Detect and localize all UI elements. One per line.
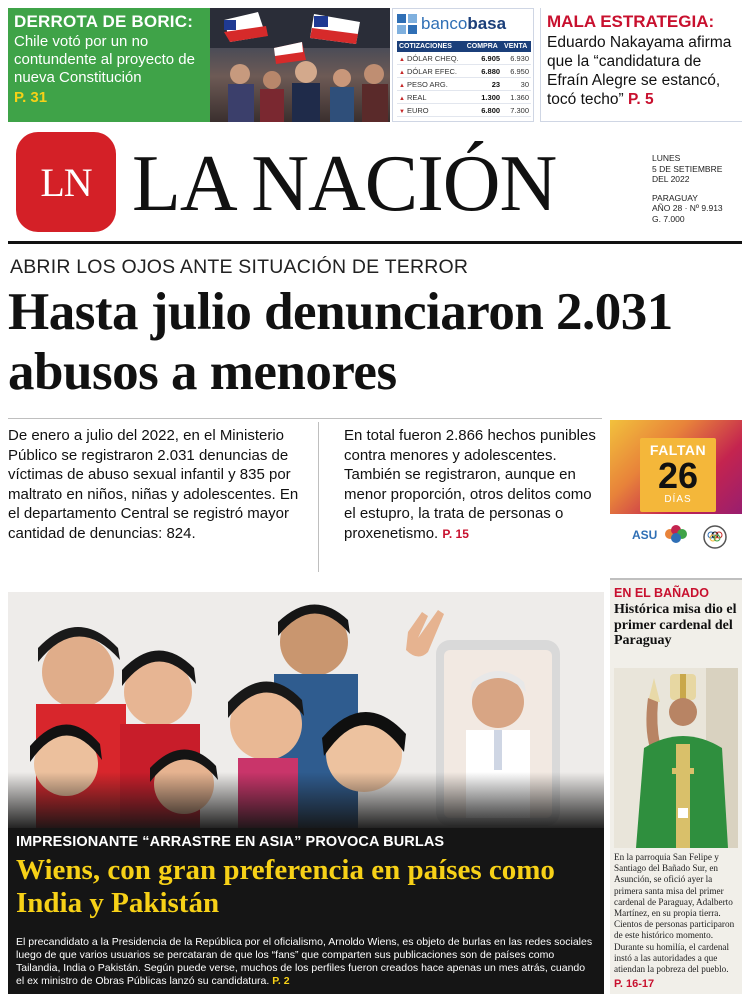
countdown-card <box>640 438 716 512</box>
sidebar-body: En la parroquia San Felipe y Santiago del Bañado Sur, en Asunción, se ofició ayer la primera santa misa del primer cardenal de Paraguay, Adalberto Martínez, en su propia tierra. Cientos de personas participaron de este histórico momento. Durante su homilía, el cardenal instó a las autoridades a que atiendan la pobreza del pueblo. <box>614 852 735 975</box>
fx-header-buy: COMPRA <box>465 41 502 52</box>
feature-page: P. 2 <box>272 975 290 987</box>
fx-row: ▲ REAL 1.300 1.360 <box>399 92 529 102</box>
fx-row: ▲ DÓLAR CHEQ. 6.905 6.930 <box>397 52 531 65</box>
promo-boric-kicker: DERROTA DE BORIC: <box>14 12 194 31</box>
edition-day: LUNES <box>652 153 681 163</box>
banco-basa-logo: banco basa <box>397 13 506 35</box>
fx-row: ▲ DÓLAR EFEC. 6.880 6.950 <box>399 66 529 76</box>
feature-kicker: IMPRESIONANTE “ARRASTRE EN ASIA” PROVOCA BURLAS <box>16 834 445 850</box>
trend-up-icon: ▲ <box>399 82 405 89</box>
fx-header-label: COTIZACIONES <box>397 41 465 52</box>
column-divider <box>318 422 319 572</box>
main-story-rule <box>8 418 602 419</box>
main-story-headline[interactable]: Hasta julio denunciaron 2.031 abusos a menores <box>8 283 673 401</box>
promo-nakayama[interactable] <box>540 8 742 122</box>
asu-flower-icon <box>662 524 690 544</box>
odesur-seal-icon <box>702 524 728 550</box>
sidebar-page: P. 16-17 <box>614 978 655 990</box>
promo-boric-page: P. 31 <box>14 89 48 106</box>
edition-year: DEL 2022 <box>652 174 690 184</box>
fx-row: ▼ EURO 6.800 7.300 <box>399 105 529 115</box>
main-story-column-mid: En total fueron 2.866 hechos punibles contra menores y adolescentes. También se registraron, aunque en menor proporción, otros delitos como el estupro, la trata de personas o proxenetismo. P. 15 <box>344 427 596 542</box>
trend-down-icon: ▼ <box>399 108 405 115</box>
young-people-selfie-photo <box>8 592 604 828</box>
asu-2022-countdown[interactable] <box>610 420 742 568</box>
banco-basa-logo-icon <box>397 14 417 34</box>
promo-nakayama-kicker: MALA ESTRATEGIA: <box>547 12 715 31</box>
main-story-kicker: ABRIR LOS OJOS ANTE SITUACIÓN DE TERROR <box>10 256 469 278</box>
edition-number: AÑO 28 · Nº 9.913 <box>652 203 723 213</box>
masthead-rule <box>8 241 742 244</box>
trend-up-icon: ▲ <box>399 56 405 63</box>
edition-date: 5 DE SETIEMBRE <box>652 163 723 174</box>
edition-info <box>652 153 744 224</box>
ln-logo[interactable]: LN <box>16 132 116 232</box>
cardinal-illustration <box>614 668 738 848</box>
edition-country: PARAGUAY <box>652 192 698 203</box>
promo-boric[interactable] <box>8 8 210 122</box>
countdown-number: 26 <box>657 455 699 496</box>
promo-nakayama-page: P. 5 <box>628 91 654 108</box>
crowd-flags-illustration <box>210 8 390 122</box>
exchange-rate-table <box>397 41 531 117</box>
feature-wiens[interactable] <box>8 592 604 994</box>
countdown-label-top: FALTAN <box>649 442 707 458</box>
main-story-page: P. 15 <box>442 526 469 541</box>
promo-boric-text: Chile votó por un no contundente al proyecto de nueva Constitución <box>14 33 195 86</box>
cardinal-mass-photo <box>614 668 738 848</box>
fx-header-sell: VENTA <box>502 41 531 52</box>
trend-up-icon: ▲ <box>399 69 405 76</box>
chile-celebration-photo <box>210 8 390 122</box>
trend-up-icon: ▲ <box>399 95 405 102</box>
feature-body: El precandidato a la Presidencia de la República por el oficialismo, Arnoldo Wiens, es objeto de burlas en las redes sociales luego de que varios usuarios se percataran de que los “fans” que comparten sus publicaciones son de países como Tailandia, India o Pakistán. Según puede verse, muchos de los perfiles fueron creados hace apenas un mes atrás, cuando el ex ministro de Obras Públicas lanzó su candidatura. P. 2 <box>16 936 593 987</box>
currency-rates-box <box>392 8 534 122</box>
newspaper-title: LA NACIÓN <box>132 140 557 228</box>
countdown-label-bottom: DÍAS <box>664 494 692 505</box>
sidebar-headline[interactable]: Histórica misa dio el primer cardenal del Paraguay <box>614 602 737 648</box>
feature-headline[interactable]: Wiens, con gran preferencia en países como India y Pakistán <box>16 854 555 919</box>
sidebar-kicker: EN EL BAÑADO <box>614 586 709 600</box>
fx-row: ▲ PESO ARG. 23 30 <box>399 79 529 89</box>
sidebar-cardenal[interactable] <box>610 580 742 994</box>
asu-games-logo: ASU <box>632 528 658 542</box>
promo-nakayama-text: Eduardo Nakayama afirma que la “candidatura de Efraín Alegre se estancó, tocó techo” P. 5 <box>547 34 732 108</box>
edition-price: G. 7.000 <box>652 213 685 224</box>
main-story-column-left: De enero a julio del 2022, en el Ministerio Público se registraron 2.031 denuncias de víctimas de abuso sexual infantil y 835 por maltrato en niños, niñas y adolescentes. En el departamento Central se registró mayor cantidad de denuncias: 824. <box>8 427 299 542</box>
